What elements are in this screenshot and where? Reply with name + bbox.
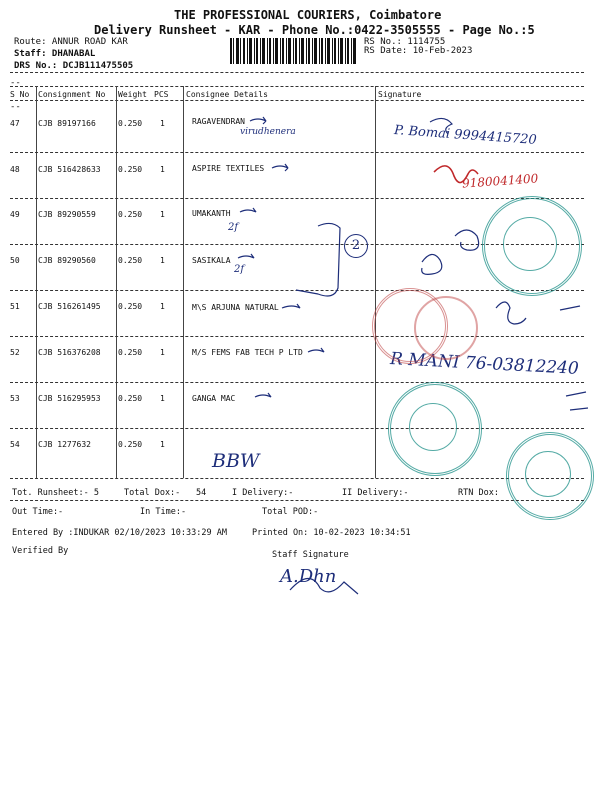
row-weight: 0.250: [118, 348, 143, 357]
col-header-consignee: Consignee Details: [186, 90, 268, 99]
row-sno: 50: [10, 256, 20, 265]
row-sno: 52: [10, 348, 20, 357]
route-label: Route: ANNUR ROAD KAR: [14, 37, 128, 47]
handwritten-note: BBW: [212, 450, 260, 472]
company-stamp: [506, 432, 594, 520]
row-sno: 53: [10, 394, 20, 403]
handwritten-signature: P. Bomai 9994415720: [393, 123, 538, 148]
row-consignee: ASPIRE TEXTILES: [192, 164, 265, 173]
divider: [10, 428, 584, 429]
total-pod: Total POD:-: [262, 507, 319, 517]
total-dox-value: 54: [196, 488, 207, 498]
dash-mark: --: [10, 78, 21, 88]
row-consignment: CJB 516295953: [38, 394, 101, 403]
row-consignment: CJB 516428633: [38, 165, 101, 174]
row-weight: 0.250: [118, 210, 143, 219]
handwritten-phone: 9180041400: [461, 171, 539, 191]
row-consignment: CJB 89197166: [38, 119, 96, 128]
row-pcs: 1: [160, 302, 165, 311]
row-pcs: 1: [160, 256, 165, 265]
col-header-signature: Signature: [378, 90, 422, 99]
i-delivery: I Delivery:-: [232, 488, 294, 498]
row-pcs: 1: [160, 119, 165, 128]
row-consignment: CJB 516376208: [38, 348, 101, 357]
column-line: [375, 86, 376, 478]
row-consignee: SASIKALA: [192, 256, 231, 265]
handwritten-signature: R MANI 76-03812240: [389, 349, 580, 379]
row-consignee: UMAKANTH: [192, 209, 231, 218]
in-time: In Time:-: [140, 507, 187, 517]
verified-by: Verified By: [12, 546, 69, 556]
red-stamp: [414, 296, 478, 360]
dash-mark: --: [10, 102, 21, 112]
col-header-weight: Weight: [118, 90, 147, 99]
row-consignee: RAGAVENDRAN: [192, 117, 245, 126]
row-consignee: M\S ARJUNA NATURAL: [192, 303, 279, 312]
column-line: [183, 86, 184, 478]
row-consignment: CJB 1277632: [38, 440, 91, 449]
divider: [10, 86, 584, 87]
row-pcs: 1: [160, 440, 165, 449]
handwritten-note: virudhenera: [240, 127, 296, 137]
total-dox-label: Total Dox:-: [124, 488, 181, 498]
divider: [10, 72, 584, 73]
rs-number: RS No.: 1114755: [364, 37, 446, 47]
entered-by: Entered By :INDUKAR 02/10/2023 10:33:29 AM: [12, 528, 227, 538]
row-sno: 54: [10, 440, 20, 449]
column-line: [116, 86, 117, 478]
row-weight: 0.250: [118, 256, 143, 265]
divider: [10, 152, 584, 153]
staff-label: Staff: DHANABAL: [14, 49, 96, 59]
row-sno: 51: [10, 302, 20, 311]
company-stamp: [482, 196, 582, 296]
row-consignee: M/S FEMS FAB TECH P LTD: [192, 348, 303, 357]
col-header-pcs: PCS: [154, 90, 169, 99]
column-line: [36, 86, 37, 478]
row-consignment: CJB 89290559: [38, 210, 96, 219]
row-pcs: 1: [160, 210, 165, 219]
divider: [10, 478, 584, 479]
total-runsheet: Tot. Runsheet:- 5: [12, 488, 99, 498]
company-stamp: [388, 382, 482, 476]
divider: [10, 336, 584, 337]
row-pcs: 1: [160, 394, 165, 403]
company-title: THE PROFESSIONAL COURIERS, Coimbatore: [174, 8, 442, 22]
staff-signature-label: Staff Signature: [272, 550, 349, 560]
divider: [10, 290, 584, 291]
printed-on: Printed On: 10-02-2023 10:34:51: [252, 528, 411, 538]
rs-date: RS Date: 10-Feb-2023: [364, 46, 473, 56]
divider: [10, 100, 584, 101]
col-header-sno: S No: [10, 90, 30, 99]
row-weight: 0.250: [118, 302, 143, 311]
row-consignee: GANGA MAC: [192, 394, 236, 403]
row-sno: 48: [10, 165, 20, 174]
divider: [10, 500, 584, 501]
row-pcs: 1: [160, 348, 165, 357]
handwritten-note: 2f: [228, 222, 239, 233]
row-sno: 47: [10, 119, 20, 128]
staff-signature: A.Dhn: [280, 566, 337, 587]
row-weight: 0.250: [118, 119, 143, 128]
row-pcs: 1: [160, 165, 165, 174]
barcode-image: [230, 38, 358, 64]
ii-delivery: II Delivery:-: [342, 488, 409, 498]
divider: [10, 198, 584, 199]
rtn-dox: RTN Dox:: [458, 488, 499, 498]
row-weight: 0.250: [118, 440, 143, 449]
row-sno: 49: [10, 210, 20, 219]
out-time: Out Time:-: [12, 507, 64, 517]
signature-scribble: [270, 562, 370, 602]
col-header-consignment: Consignment No: [38, 90, 106, 99]
handwritten-note: 2f: [234, 264, 245, 275]
circled-number: 2: [344, 234, 368, 258]
row-weight: 0.250: [118, 394, 143, 403]
row-consignment: CJB 516261495: [38, 302, 101, 311]
runsheet-subtitle: Delivery Runsheet - KAR - Phone No.:0422-3505555 - Page No.:5: [94, 23, 535, 37]
drs-number: DRS No.: DCJB111475505: [14, 61, 134, 71]
divider: [10, 382, 584, 383]
row-weight: 0.250: [118, 165, 143, 174]
row-consignment: CJB 89290560: [38, 256, 96, 265]
